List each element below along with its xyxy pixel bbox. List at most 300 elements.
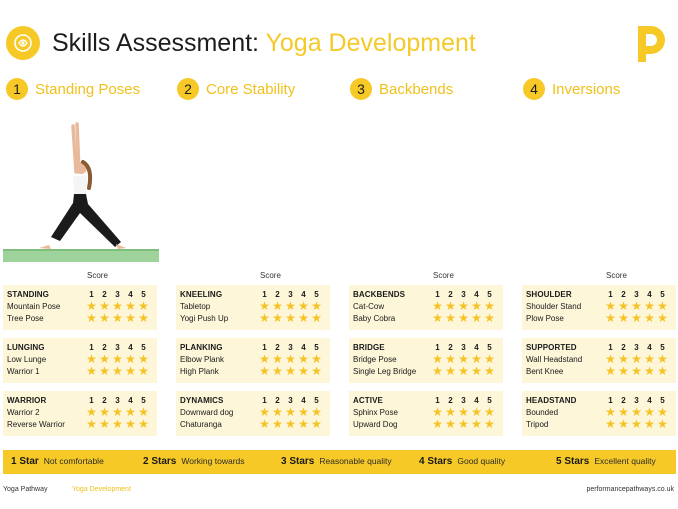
- score-number: 2: [448, 342, 453, 352]
- star-icon[interactable]: ★: [99, 405, 110, 419]
- star-icon[interactable]: ★: [285, 352, 296, 366]
- score-number: 1: [608, 342, 613, 352]
- score-number: 1: [89, 289, 94, 299]
- score-number: 5: [660, 289, 665, 299]
- star-icon[interactable]: ★: [138, 405, 149, 419]
- score-number: 4: [128, 289, 133, 299]
- score-number: 3: [461, 289, 466, 299]
- skill-row: [353, 312, 499, 324]
- star-icon[interactable]: ★: [311, 417, 322, 431]
- skill-card: [349, 391, 503, 436]
- score-number: 4: [647, 342, 652, 352]
- score-number: 3: [115, 289, 120, 299]
- skill-category: BRIDGE: [353, 342, 385, 352]
- score-number: 3: [115, 342, 120, 352]
- score-number: 1: [262, 395, 267, 405]
- skill-name: Warrior 1: [7, 366, 40, 376]
- star-icon[interactable]: ★: [86, 364, 97, 378]
- star-icon[interactable]: ★: [259, 364, 270, 378]
- star-icon[interactable]: ★: [605, 352, 616, 366]
- star-icon[interactable]: ★: [125, 364, 136, 378]
- star-icon[interactable]: ★: [618, 364, 629, 378]
- star-icon[interactable]: ★: [471, 299, 482, 313]
- star-icon[interactable]: ★: [458, 417, 469, 431]
- score-number: 2: [275, 342, 280, 352]
- skill-card: [3, 338, 157, 383]
- skill-name: Yogi Push Up: [180, 313, 229, 323]
- score-number: 3: [288, 342, 293, 352]
- score-number: 5: [487, 289, 492, 299]
- star-icon[interactable]: ★: [471, 405, 482, 419]
- star-icon[interactable]: ★: [618, 299, 629, 313]
- legend-label: 1 Star: [11, 456, 39, 467]
- star-icon[interactable]: ★: [86, 417, 97, 431]
- score-numbers: [258, 396, 323, 405]
- star-icon[interactable]: ★: [484, 311, 495, 325]
- star-icon[interactable]: ★: [484, 417, 495, 431]
- star-icon[interactable]: ★: [298, 311, 309, 325]
- star-icon[interactable]: ★: [458, 405, 469, 419]
- star-rating[interactable]: [85, 365, 150, 377]
- star-icon[interactable]: ★: [259, 417, 270, 431]
- star-icon[interactable]: ★: [298, 352, 309, 366]
- score-number: 1: [435, 342, 440, 352]
- score-number: 3: [461, 395, 466, 405]
- legend-entry: [556, 456, 656, 467]
- yoga-lotus-icon: [6, 26, 40, 60]
- star-icon[interactable]: ★: [458, 311, 469, 325]
- score-header: Score: [87, 271, 108, 280]
- page-title: [52, 28, 476, 58]
- star-icon[interactable]: ★: [125, 352, 136, 366]
- legend-description: Excellent quality: [594, 456, 656, 466]
- score-number: 5: [314, 342, 319, 352]
- skill-row: [526, 312, 672, 324]
- score-number: 5: [141, 395, 146, 405]
- star-icon[interactable]: ★: [285, 417, 296, 431]
- skill-category: WARRIOR: [7, 395, 47, 405]
- star-icon[interactable]: ★: [657, 352, 668, 366]
- section-number: 4: [523, 78, 545, 100]
- star-rating[interactable]: [604, 312, 669, 324]
- section-number: 1: [6, 78, 28, 100]
- score-number: 2: [102, 395, 107, 405]
- score-number: 1: [435, 395, 440, 405]
- skill-name: Chaturanga: [180, 419, 222, 429]
- yoga-pose-photo: [3, 120, 159, 262]
- score-number: 5: [660, 395, 665, 405]
- skill-name: Bounded: [526, 407, 559, 417]
- star-icon[interactable]: ★: [484, 364, 495, 378]
- star-icon[interactable]: ★: [657, 299, 668, 313]
- score-numbers: [431, 343, 496, 352]
- skill-name: Tree Pose: [7, 313, 44, 323]
- star-icon[interactable]: ★: [631, 352, 642, 366]
- score-number: 2: [102, 289, 107, 299]
- skill-row: [180, 418, 326, 430]
- score-number: 5: [141, 289, 146, 299]
- score-number: 3: [634, 395, 639, 405]
- star-icon[interactable]: ★: [86, 352, 97, 366]
- star-icon[interactable]: ★: [432, 299, 443, 313]
- skill-row: [353, 365, 499, 377]
- star-icon[interactable]: ★: [445, 405, 456, 419]
- star-icon[interactable]: ★: [112, 364, 123, 378]
- skill-category: HEADSTAND: [526, 395, 577, 405]
- score-number: 5: [487, 395, 492, 405]
- score-header: Score: [433, 271, 454, 280]
- score-number: 4: [301, 395, 306, 405]
- score-number: 3: [288, 289, 293, 299]
- score-number: 1: [608, 289, 613, 299]
- score-number: 2: [621, 395, 626, 405]
- skill-name: Shoulder Stand: [526, 301, 582, 311]
- skill-name: Bridge Pose: [353, 354, 397, 364]
- skill-row: [526, 365, 672, 377]
- skill-row: [7, 418, 153, 430]
- star-icon[interactable]: ★: [605, 311, 616, 325]
- skill-category: DYNAMICS: [180, 395, 224, 405]
- score-number: 3: [115, 395, 120, 405]
- skill-name: Baby Cobra: [353, 313, 396, 323]
- star-icon[interactable]: ★: [86, 311, 97, 325]
- skill-name: Upward Dog: [353, 419, 398, 429]
- score-header: Score: [606, 271, 627, 280]
- star-icon[interactable]: ★: [138, 311, 149, 325]
- skill-category: SUPPORTED: [526, 342, 577, 352]
- star-rating[interactable]: [604, 365, 669, 377]
- skill-name: Warrior 2: [7, 407, 40, 417]
- star-icon[interactable]: ★: [644, 364, 655, 378]
- legend-description: Not comfortable: [43, 456, 104, 466]
- star-icon[interactable]: ★: [445, 417, 456, 431]
- star-icon[interactable]: ★: [631, 405, 642, 419]
- rating-legend: [3, 450, 676, 474]
- score-number: 4: [301, 342, 306, 352]
- star-icon[interactable]: ★: [644, 311, 655, 325]
- star-rating[interactable]: [431, 418, 496, 430]
- star-icon[interactable]: ★: [445, 352, 456, 366]
- score-number: 2: [621, 342, 626, 352]
- star-icon[interactable]: ★: [285, 405, 296, 419]
- section-number: 3: [350, 78, 372, 100]
- star-icon[interactable]: ★: [458, 299, 469, 313]
- star-rating[interactable]: [431, 312, 496, 324]
- legend-entry: [281, 456, 392, 467]
- star-icon[interactable]: ★: [644, 417, 655, 431]
- skill-category: LUNGING: [7, 342, 45, 352]
- star-icon[interactable]: ★: [99, 299, 110, 313]
- star-icon[interactable]: ★: [125, 299, 136, 313]
- section-title: Inversions: [552, 80, 621, 98]
- star-icon[interactable]: ★: [432, 311, 443, 325]
- star-icon[interactable]: ★: [112, 405, 123, 419]
- star-rating[interactable]: [258, 418, 323, 430]
- star-icon[interactable]: ★: [471, 417, 482, 431]
- star-icon[interactable]: ★: [285, 299, 296, 313]
- score-number: 2: [448, 289, 453, 299]
- star-icon[interactable]: ★: [112, 417, 123, 431]
- star-icon[interactable]: ★: [138, 352, 149, 366]
- skill-name: Elbow Plank: [180, 354, 225, 364]
- star-icon[interactable]: ★: [605, 299, 616, 313]
- star-icon[interactable]: ★: [484, 299, 495, 313]
- skill-name: Cat-Cow: [353, 301, 385, 311]
- score-number: 1: [89, 395, 94, 405]
- star-icon[interactable]: ★: [125, 405, 136, 419]
- star-icon[interactable]: ★: [484, 352, 495, 366]
- score-numbers: [604, 290, 669, 299]
- skill-category: STANDING: [7, 289, 49, 299]
- title-main: Skills Assessment:: [52, 29, 260, 57]
- legend-entry: [143, 456, 245, 467]
- legend-label: 4 Stars: [419, 456, 453, 467]
- score-numbers: [85, 290, 150, 299]
- skill-category: SHOULDER: [526, 289, 572, 299]
- star-icon[interactable]: ★: [471, 364, 482, 378]
- skill-card: [3, 285, 157, 330]
- skill-card: [176, 391, 330, 436]
- score-number: 3: [634, 289, 639, 299]
- star-icon[interactable]: ★: [298, 299, 309, 313]
- skill-card: [522, 391, 676, 436]
- score-numbers: [85, 396, 150, 405]
- score-number: 4: [647, 289, 652, 299]
- score-number: 3: [288, 395, 293, 405]
- star-icon[interactable]: ★: [138, 417, 149, 431]
- score-numbers: [258, 343, 323, 352]
- score-number: 4: [474, 289, 479, 299]
- star-icon[interactable]: ★: [657, 417, 668, 431]
- score-numbers: [604, 343, 669, 352]
- star-icon[interactable]: ★: [138, 364, 149, 378]
- skill-row: [7, 312, 153, 324]
- section-heading: [6, 78, 140, 100]
- star-icon[interactable]: ★: [484, 405, 495, 419]
- star-icon[interactable]: ★: [657, 364, 668, 378]
- skill-card: [349, 338, 503, 383]
- star-icon[interactable]: ★: [125, 311, 136, 325]
- skill-name: Tabletop: [180, 301, 211, 311]
- star-icon[interactable]: ★: [311, 352, 322, 366]
- score-number: 5: [487, 342, 492, 352]
- star-icon[interactable]: ★: [272, 352, 283, 366]
- skill-card: [176, 338, 330, 383]
- star-icon[interactable]: ★: [605, 405, 616, 419]
- score-number: 1: [608, 395, 613, 405]
- star-rating[interactable]: [258, 365, 323, 377]
- star-rating[interactable]: [85, 312, 150, 324]
- skill-card: [522, 338, 676, 383]
- star-icon[interactable]: ★: [657, 311, 668, 325]
- star-icon[interactable]: ★: [272, 417, 283, 431]
- star-rating[interactable]: [431, 365, 496, 377]
- score-numbers: [431, 396, 496, 405]
- score-number: 4: [647, 395, 652, 405]
- star-icon[interactable]: ★: [272, 311, 283, 325]
- star-icon[interactable]: ★: [618, 352, 629, 366]
- score-numbers: [85, 343, 150, 352]
- star-icon[interactable]: ★: [631, 299, 642, 313]
- score-number: 5: [314, 289, 319, 299]
- star-icon[interactable]: ★: [259, 299, 270, 313]
- star-icon[interactable]: ★: [259, 405, 270, 419]
- star-icon[interactable]: ★: [112, 299, 123, 313]
- score-header: Score: [260, 271, 281, 280]
- star-icon[interactable]: ★: [458, 352, 469, 366]
- star-icon[interactable]: ★: [432, 417, 443, 431]
- footer-website: performancepathways.co.uk: [586, 486, 674, 493]
- star-icon[interactable]: ★: [285, 364, 296, 378]
- star-icon[interactable]: ★: [99, 352, 110, 366]
- score-number: 1: [262, 289, 267, 299]
- star-icon[interactable]: ★: [631, 311, 642, 325]
- star-rating[interactable]: [604, 418, 669, 430]
- score-number: 5: [314, 395, 319, 405]
- star-icon[interactable]: ★: [631, 417, 642, 431]
- section-number: 2: [177, 78, 199, 100]
- star-icon[interactable]: ★: [644, 299, 655, 313]
- skill-name: Bent Knee: [526, 366, 564, 376]
- star-rating[interactable]: [85, 418, 150, 430]
- star-icon[interactable]: ★: [618, 311, 629, 325]
- pathways-logo-icon: [634, 24, 670, 64]
- star-icon[interactable]: ★: [631, 364, 642, 378]
- score-number: 2: [275, 395, 280, 405]
- section-heading: [177, 78, 295, 100]
- section-title: Core Stability: [206, 80, 296, 98]
- score-number: 1: [262, 342, 267, 352]
- score-number: 4: [301, 289, 306, 299]
- score-numbers: [604, 396, 669, 405]
- star-icon[interactable]: ★: [86, 405, 97, 419]
- star-icon[interactable]: ★: [272, 364, 283, 378]
- title-accent: Yoga Development: [265, 29, 476, 57]
- star-icon[interactable]: ★: [445, 364, 456, 378]
- footer-subtitle: Yoga Development: [72, 486, 131, 493]
- star-icon[interactable]: ★: [458, 364, 469, 378]
- star-icon[interactable]: ★: [272, 299, 283, 313]
- skill-category: PLANKING: [180, 342, 223, 352]
- skill-name: Plow Pose: [526, 313, 564, 323]
- section-title: Backbends: [379, 80, 454, 98]
- star-icon[interactable]: ★: [445, 311, 456, 325]
- star-icon[interactable]: ★: [125, 417, 136, 431]
- score-numbers: [431, 290, 496, 299]
- score-number: 5: [141, 342, 146, 352]
- star-icon[interactable]: ★: [298, 417, 309, 431]
- section-title: Standing Poses: [35, 80, 141, 98]
- legend-description: Reasonable quality: [319, 456, 392, 466]
- star-icon[interactable]: ★: [432, 364, 443, 378]
- star-icon[interactable]: ★: [311, 364, 322, 378]
- star-icon[interactable]: ★: [311, 405, 322, 419]
- star-icon[interactable]: ★: [272, 405, 283, 419]
- score-numbers: [258, 290, 323, 299]
- legend-description: Good quality: [457, 456, 506, 466]
- section-heading: [350, 78, 453, 100]
- star-icon[interactable]: ★: [112, 311, 123, 325]
- skill-card: [176, 285, 330, 330]
- legend-entry: [419, 456, 505, 467]
- skill-name: Downward dog: [180, 407, 234, 417]
- star-icon[interactable]: ★: [298, 405, 309, 419]
- skill-row: [7, 365, 153, 377]
- star-icon[interactable]: ★: [259, 352, 270, 366]
- star-icon[interactable]: ★: [432, 352, 443, 366]
- skill-name: Mountain Pose: [7, 301, 61, 311]
- star-icon[interactable]: ★: [605, 364, 616, 378]
- star-icon[interactable]: ★: [86, 299, 97, 313]
- skill-card: [3, 391, 157, 436]
- skill-name: Tripod: [526, 419, 549, 429]
- score-number: 4: [128, 342, 133, 352]
- skill-name: Wall Headstand: [526, 354, 583, 364]
- score-number: 2: [621, 289, 626, 299]
- star-icon[interactable]: ★: [112, 352, 123, 366]
- skill-row: [526, 418, 672, 430]
- skill-name: Sphinx Pose: [353, 407, 398, 417]
- star-icon[interactable]: ★: [311, 299, 322, 313]
- score-number: 4: [128, 395, 133, 405]
- legend-label: 2 Stars: [143, 456, 177, 467]
- star-icon[interactable]: ★: [285, 311, 296, 325]
- skill-row: [353, 418, 499, 430]
- legend-label: 3 Stars: [281, 456, 315, 467]
- score-number: 3: [461, 342, 466, 352]
- skill-card: [349, 285, 503, 330]
- star-icon[interactable]: ★: [99, 311, 110, 325]
- score-number: 2: [102, 342, 107, 352]
- skill-name: Single Leg Bridge: [353, 366, 417, 376]
- skill-row: [180, 312, 326, 324]
- skill-category: BACKBENDS: [353, 289, 406, 299]
- star-icon[interactable]: ★: [311, 311, 322, 325]
- score-number: 2: [275, 289, 280, 299]
- star-icon[interactable]: ★: [618, 417, 629, 431]
- star-icon[interactable]: ★: [471, 311, 482, 325]
- star-rating[interactable]: [258, 312, 323, 324]
- skill-row: [180, 365, 326, 377]
- star-icon[interactable]: ★: [138, 299, 149, 313]
- score-number: 4: [474, 342, 479, 352]
- score-number: 4: [474, 395, 479, 405]
- score-number: 3: [634, 342, 639, 352]
- legend-description: Working towards: [181, 456, 245, 466]
- star-icon[interactable]: ★: [432, 405, 443, 419]
- star-icon[interactable]: ★: [99, 417, 110, 431]
- star-icon[interactable]: ★: [99, 364, 110, 378]
- star-icon[interactable]: ★: [657, 405, 668, 419]
- score-number: 2: [448, 395, 453, 405]
- skill-category: ACTIVE: [353, 395, 383, 405]
- score-number: 1: [435, 289, 440, 299]
- section-heading: [523, 78, 620, 100]
- skill-category: KNEELING: [180, 289, 223, 299]
- score-number: 1: [89, 342, 94, 352]
- skill-name: Reverse Warrior: [7, 419, 65, 429]
- star-icon[interactable]: ★: [605, 417, 616, 431]
- star-icon[interactable]: ★: [644, 352, 655, 366]
- legend-entry: [11, 456, 104, 467]
- footer-pathway: Yoga Pathway: [3, 486, 48, 493]
- star-icon[interactable]: ★: [259, 311, 270, 325]
- star-icon[interactable]: ★: [471, 352, 482, 366]
- star-icon[interactable]: ★: [445, 299, 456, 313]
- star-icon[interactable]: ★: [618, 405, 629, 419]
- star-icon[interactable]: ★: [298, 364, 309, 378]
- star-icon[interactable]: ★: [644, 405, 655, 419]
